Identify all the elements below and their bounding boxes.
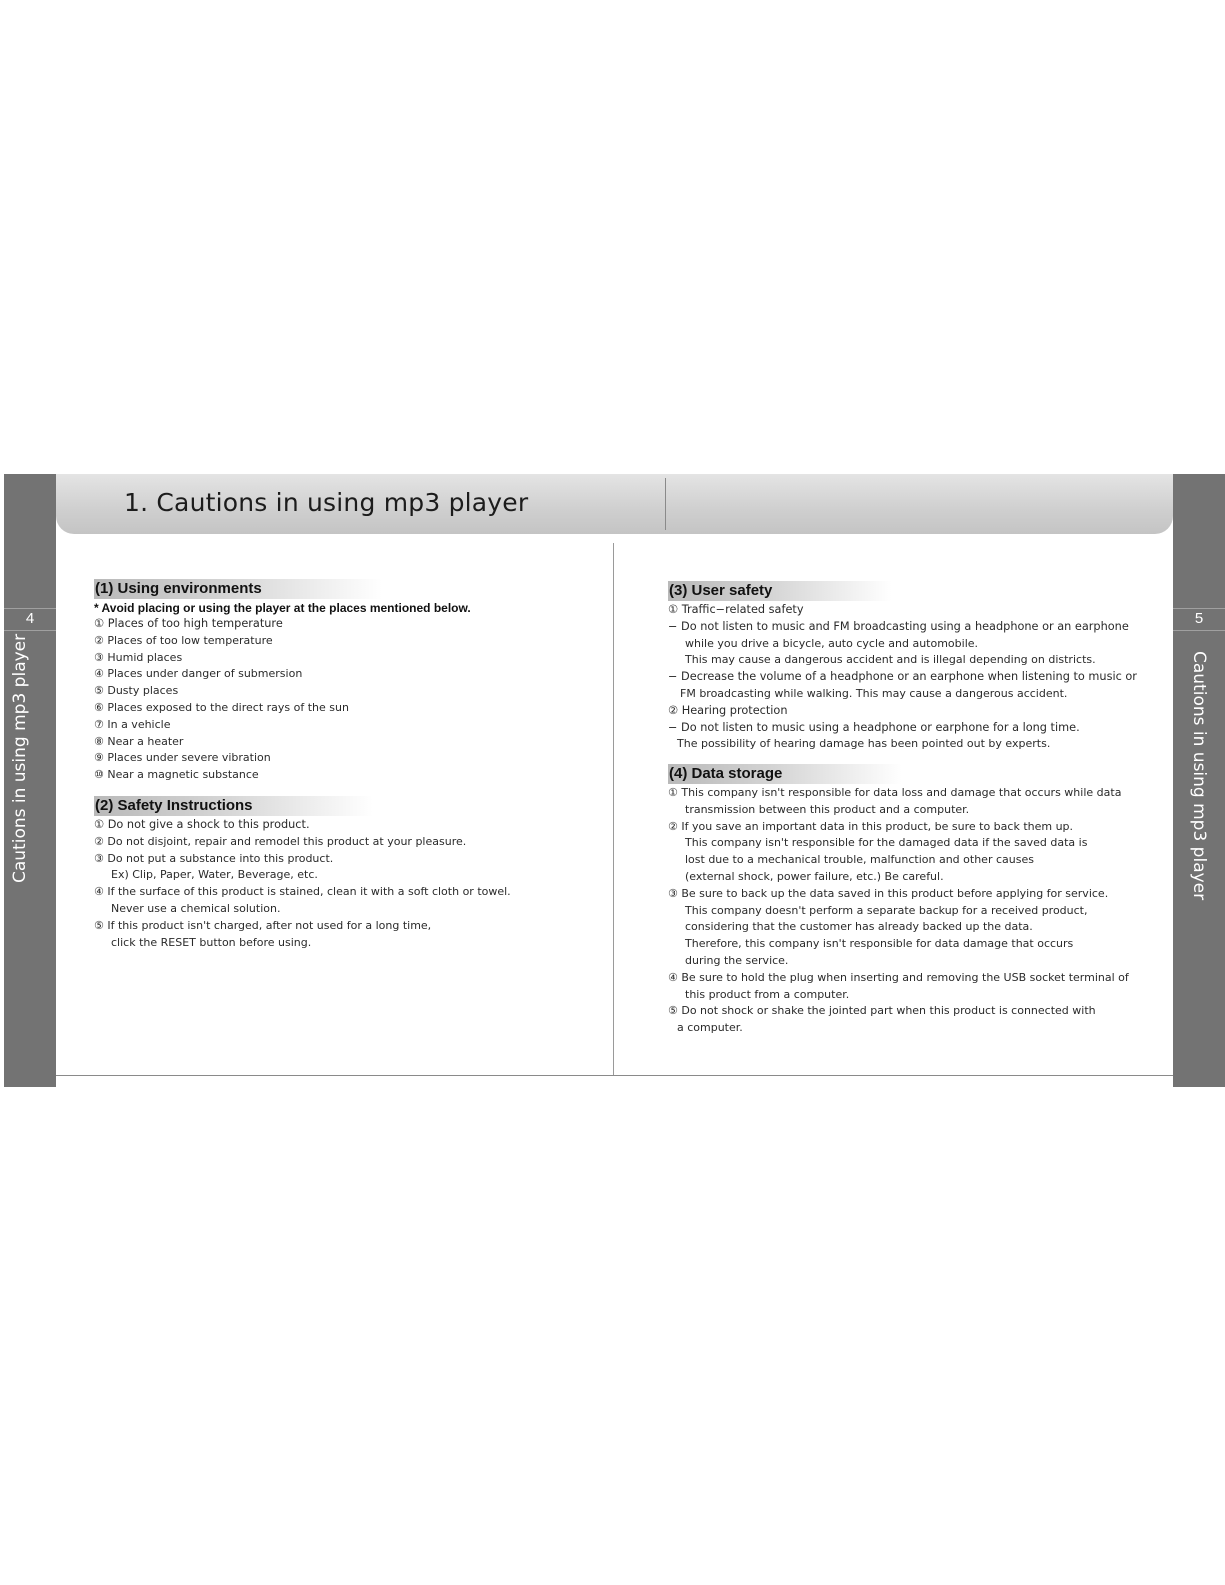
list-item-continuation: considering that the customer has already backed up the data.	[685, 920, 1033, 934]
list-item-continuation: Ex) Clip, Paper, Water, Beverage, etc.	[111, 868, 318, 882]
list-item: ④ If the surface of this product is stained, clean it with a soft cloth or towel.	[94, 885, 511, 899]
list-item-continuation: (external shock, power failure, etc.) Be careful.	[685, 869, 944, 883]
list-item: ⑦ In a vehicle	[94, 717, 171, 731]
list-item-continuation: this product from a computer.	[685, 987, 850, 1001]
list-item-continuation: The possibility of hearing damage has been pointed out by experts.	[677, 737, 1051, 751]
list-item: ② If you save an important data in this product, be sure to back them up.	[668, 819, 1074, 833]
section-using-environments	[94, 578, 471, 784]
side-label-left: Cautions in using mp3 player	[10, 633, 30, 883]
list-item: ⑧ Near a heater	[94, 734, 184, 748]
page-number-right: 5	[1194, 610, 1204, 627]
list-item: ③ Humid places	[94, 650, 183, 664]
list-item: ② Do not disjoint, repair and remodel this product at your pleasure.	[94, 834, 467, 848]
section-lead: * Avoid placing or using the player at the places mentioned below.	[94, 601, 471, 615]
section-safety-instructions	[94, 795, 511, 951]
list-item: ② Places of too low temperature	[94, 633, 273, 647]
list-item: ⑨ Places under severe vibration	[94, 751, 271, 765]
list-item: ③ Be sure to back up the data saved in this product before applying for service.	[668, 886, 1109, 900]
page-number-left: 4	[25, 610, 35, 627]
section-data-storage	[668, 763, 1129, 1037]
page-title: 1. Cautions in using mp3 player	[124, 488, 529, 517]
list-item: ⑤ Do not shock or shake the jointed part when this product is connected with	[668, 1004, 1096, 1018]
list-item-continuation: This may cause a dangerous accident and is illegal depending on districts.	[685, 653, 1096, 667]
list-item-continuation: FM broadcasting while walking. This may cause a dangerous accident.	[680, 686, 1068, 700]
section-heading: (1) Using environments	[94, 579, 382, 599]
right-number-rule-top	[1173, 608, 1225, 609]
header-band	[56, 474, 1173, 534]
list-item: ⑤ Dusty places	[94, 684, 179, 698]
list-item: − Decrease the volume of a headphone or an earphone when listening to music or	[668, 670, 1137, 684]
list-item: ① Traffic−related safety	[668, 603, 804, 616]
list-item: ① This company isn't responsible for data loss and damage that occurs while data	[668, 786, 1122, 799]
header-divider	[665, 478, 666, 530]
manual-spread	[4, 474, 1225, 1087]
list-item-continuation: This company doesn't perform a separate backup for a received product,	[685, 903, 1088, 917]
list-item: ⑥ Places exposed to the direct rays of the sun	[94, 700, 349, 714]
list-item-continuation: This company isn't responsible for the damaged data if the saved data is	[685, 836, 1088, 850]
list-item: ① Do not give a shock to this product.	[94, 818, 310, 831]
right-number-rule-bottom	[1173, 630, 1225, 631]
list-item-continuation: while you drive a bicycle, auto cycle and automobile.	[685, 636, 979, 650]
section-heading: (2) Safety Instructions	[94, 796, 373, 816]
list-item-continuation: transmission between this product and a computer.	[685, 802, 970, 816]
list-item-continuation: during the service.	[685, 953, 789, 967]
list-item: ① Places of too high temperature	[94, 617, 283, 630]
list-item: − Do not listen to music and FM broadcasting using a headphone or an earphone	[668, 619, 1129, 633]
section-user-safety	[668, 580, 1137, 753]
list-item: ③ Do not put a substance into this product.	[94, 851, 334, 865]
list-item: ④ Be sure to hold the plug when inserting and removing the USB socket terminal of	[668, 970, 1129, 984]
list-item: − Do not listen to music using a headphone or earphone for a long time.	[668, 720, 1080, 734]
list-item-continuation: click the RESET button before using.	[111, 935, 312, 949]
list-item: ⑤ If this product isn't charged, after not used for a long time,	[94, 918, 432, 932]
center-divider	[613, 543, 614, 1075]
list-item-continuation: lost due to a mechanical trouble, malfunction and other causes	[685, 853, 1034, 867]
section-heading: (3) User safety	[668, 581, 892, 601]
section-heading: (4) Data storage	[668, 764, 902, 784]
list-item-continuation: Never use a chemical solution.	[111, 901, 281, 915]
side-label-right: Cautions in using mp3 player	[1189, 651, 1209, 901]
left-number-rule-bottom	[4, 630, 56, 631]
list-item-continuation: Therefore, this company isn't responsible for data damage that occurs	[685, 937, 1074, 951]
left-number-rule-top	[4, 608, 56, 609]
list-item: ④ Places under danger of submersion	[94, 667, 303, 681]
list-item: ② Hearing protection	[668, 703, 788, 717]
bottom-rule	[56, 1075, 1173, 1076]
list-item-continuation: a computer.	[677, 1021, 743, 1035]
list-item: ⑩ Near a magnetic substance	[94, 768, 259, 782]
